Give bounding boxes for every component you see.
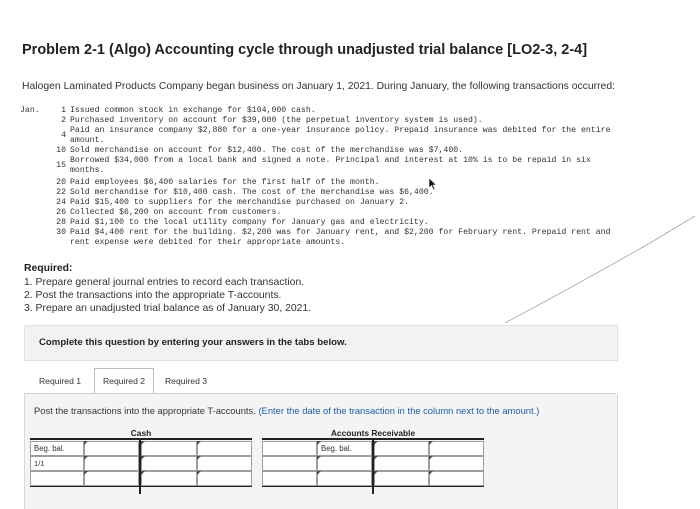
tx-day: 26: [56, 208, 66, 217]
instruction-text: Complete this question by entering your answers in the tabs below.: [39, 337, 347, 348]
tx-day: 2: [61, 116, 66, 125]
tx-text: amount.: [70, 136, 105, 145]
tx-day: 22: [56, 188, 66, 197]
ar-debit-date-input[interactable]: Beg. bal.: [317, 441, 372, 456]
tx-text: Borrowed $34,000 from a local bank and signed a note. Principal and interest at 10% is to be repaid in six: [70, 156, 591, 165]
tx-text: rent expense were debited for their appropriate amounts.: [70, 238, 346, 247]
tx-text: Paid employees $6,400 salaries for the first half of the month.: [70, 178, 380, 187]
cash-debit-date-input[interactable]: 1/1: [30, 456, 84, 471]
required-heading: Required:: [24, 263, 73, 274]
required-item: 3. Prepare an unadjusted trial balance as of January 30, 2021.: [24, 303, 312, 314]
post-instruction-main: Post the transactions into the appropriate T-accounts.: [34, 405, 259, 416]
intro-text: Halogen Laminated Products Company began business on January 1, 2021. During January, the following transactions occurred:: [22, 81, 616, 92]
tab-required-3[interactable]: Required 3: [156, 369, 216, 393]
tx-day: 10: [56, 146, 66, 155]
tab-required-2[interactable]: Required 2: [94, 368, 154, 395]
tx-day: 4: [61, 131, 66, 140]
tx-text: Collected $6,200 on account from customers.: [70, 208, 282, 217]
tx-text: Paid $15,400 to suppliers for the merchandise purchased on January 2.: [70, 198, 410, 207]
tx-day: 24: [56, 198, 66, 207]
tx-day: 1: [61, 106, 66, 115]
t-account-title-accounts-receivable: Accounts Receivable: [330, 428, 416, 438]
tx-text: months.: [70, 166, 105, 175]
tx-text: Paid an insurance company $2,880 for a one-year insurance policy. Prepaid insurance was debited for the entire: [70, 126, 611, 135]
month-label: Jan.: [20, 106, 40, 115]
tx-text: Paid $4,400 rent for the building. $2,200 was for January rent, and $2,200 for February rent. Prepaid rent and: [70, 228, 611, 237]
post-instruction-note: (Enter the date of the transaction in the column next to the amount.): [258, 405, 540, 416]
tx-day: 15: [56, 161, 66, 170]
cash-debit-date-input[interactable]: Beg. bal.: [30, 441, 84, 456]
tx-day: 20: [56, 178, 66, 187]
required-item: 2. Post the transactions into the appropriate T-accounts.: [24, 290, 282, 301]
tx-text: Issued common stock in exchange for $104,000 cash.: [70, 106, 316, 115]
t-account-title-cash: Cash: [130, 428, 152, 438]
required-item: 1. Prepare general journal entries to record each transaction.: [24, 277, 305, 288]
tx-day: 28: [56, 218, 66, 227]
tx-text: Purchased inventory on account for $39,000 (the perpetual inventory system is used).: [70, 116, 483, 125]
tx-day: 30: [56, 228, 66, 237]
tx-text: Sold merchandise for $10,400 cash. The cost of the merchandise was $6,400.: [70, 188, 434, 197]
tab-required-1[interactable]: Required 1: [30, 369, 90, 393]
tx-text: Sold merchandise on account for $12,400. The cost of the merchandise was $7,400.: [70, 146, 464, 155]
page-title: Problem 2-1 (Algo) Accounting cycle through unadjusted trial balance [LO2-3, 2-4]: [22, 42, 588, 58]
tx-text: Paid $1,100 to the local utility company for January gas and electricity.: [70, 218, 429, 227]
